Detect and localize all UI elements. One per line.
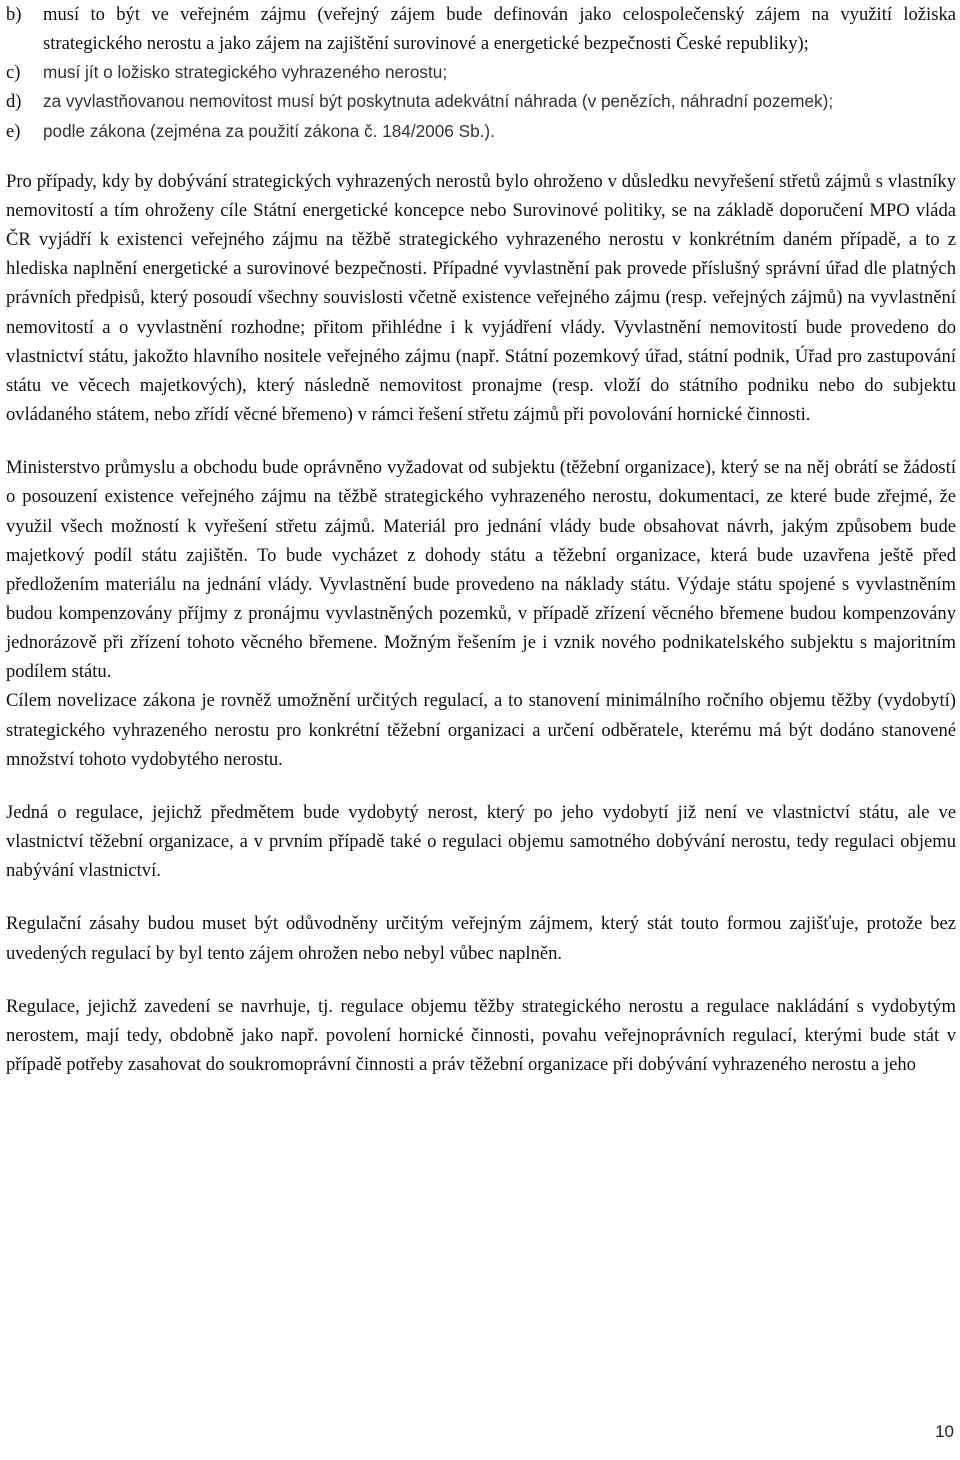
list-item-e	[6, 117, 956, 146]
spacer	[6, 429, 956, 453]
list-text: musí to být ve veřejném zájmu (veřejný zájem bude definován jako celospolečenský zájem na využití ložiska strategického nerostu a jako zájem na zajištění surovinové a energetické bezpečnosti České republiky);	[43, 4, 956, 55]
paragraph-ministerstvo: Ministerstvo průmyslu a obchodu bude oprávněno vyžadovat od subjektu (těžební organizace), který se na něj obrátí se žádostí o posouzení existence veřejného zájmu na těžbě strategického vyhrazeného nerostu, dokumentaci, ze které bude zřejmé, že využil všech možností k vyřešení střetu zájmů. Materiál pro jednání vlády bude obsahovat návrh, jakým způsobem bude majetkový podíl státu zajištěn. To bude vycházet z dohody státu a těžební organizace, která bude uzavřena ještě před předložením materiálu na jednání vlády. Vyvlastnění bude provedeno na náklady státu. Výdaje státu spojené s vyvlastněním budou kompenzovány příjmy z pronájmu vyvlastněných pozemků, v případě zřízení věcného břemene budou kompenzovány jednorázově při zřízení tohoto věcného břemene. Možným řešením je i vznik nového podnikatelského subjektu s majoritním podílem státu.	[6, 457, 956, 683]
paragraph-cilem: Cílem novelizace zákona je rovněž umožnění určitých regulací, a to stanovení minimálního ročního objemu těžby (vydobytí) strategického vyhrazeného nerostu pro konkrétní těžební organizaci a určení odběratele, kterému má být dodáno stanovené množství tohoto vydobytého nerostu.	[6, 690, 956, 770]
list-item-d	[6, 87, 956, 116]
list-marker: e)	[6, 120, 21, 142]
paragraph-regulacni: Regulační zásahy budou muset být odůvodněny určitým veřejným zájmem, který stát touto formou zajišťuje, protože bez uvedených regulací by byl tento zájem ohrožen nebo nebyl vůbec naplněn.	[6, 913, 956, 964]
paragraph-jedna: Jedná o regulace, jejichž předmětem bude vydobytý nerost, který po jeho vydobytí již není ve vlastnictví státu, ale ve vlastnictví těžební organizace, a v prvním případě také o regulaci objemu samotného dobývání nerostu, tedy regulaci objemu nabývání vlastnictví.	[6, 801, 956, 882]
list-marker: c)	[6, 62, 21, 84]
spacer	[6, 146, 956, 167]
spacer	[6, 885, 956, 909]
list-text: podle zákona (zejména za použití zákona č. 184/2006 Sb.).	[43, 120, 495, 141]
spacer	[6, 774, 956, 798]
paragraph-regulace: Regulace, jejichž zavedení se navrhuje, tj. regulace objemu těžby strategického nerostu a regulace nakládání s vydobytým nerostem, mají tedy, obdobně jako např. povolení hornické činnosti, povahu veřejnoprávních regulací, kterými bude stát v případě potřeby zasahovat do soukromoprávní činnosti a práv těžební organizace při dobývání vyhrazeného nerostu a jeho	[6, 995, 956, 1075]
list-item-b	[6, 0, 956, 58]
list-text: musí jít o ložisko strategického vyhrazeného nerostu;	[43, 62, 448, 83]
document-page	[6, 0, 956, 1079]
list-text: za vyvlastňovanou nemovitost musí být poskytnuta adekvátní náhrada (v penězích, náhradní pozemek);	[43, 91, 834, 112]
paragraph-pripady: Pro případy, kdy by dobývání strategických vyhrazených nerostů bylo ohroženo v důsledku nevyřešení střetů zájmů s vlastníky nemovitostí a tím ohroženy cíle Státní energetické koncepce nebo Surovinové politiky, se na základě doporučení MPO vláda ČR vyjádří k existenci veřejného zájmu na těžbě strategického vyhrazeného nerostu v konkrétním daném případě, a to z hlediska naplnění energetické a surovinové bezpečnosti. Případné vyvlastnění pak provede příslušný správní úřad dle platných právních předpisů, který posoudí všechny souvislosti včetně existence veřejného zájmu (resp. veřejných zájmů) na vyvlastnění nemovitostí a o vyvlastnění rozhodne; přitom přihlédne i k vyjádření vlády. Vyvlastnění nemovitostí bude provedeno do vlastnictví státu, jakožto hlavního nositele veřejného zájmu (např. Státní pozemkový úřad, státní podnik, Úřad pro zastupování státu ve věcech majetkových), který následně nemovitost pronajme (resp. vloží do státního podniku nebo do subjektu ovládaného státem, nebo zřídí věcné břemeno) v rámci řešení střetu zájmů při povolování hornické činnosti.	[6, 170, 956, 426]
page-number: 10	[935, 1422, 954, 1441]
list-marker: b)	[6, 4, 22, 25]
spacer	[6, 968, 956, 992]
list-marker: d)	[6, 91, 22, 113]
list-item-c	[6, 58, 956, 87]
